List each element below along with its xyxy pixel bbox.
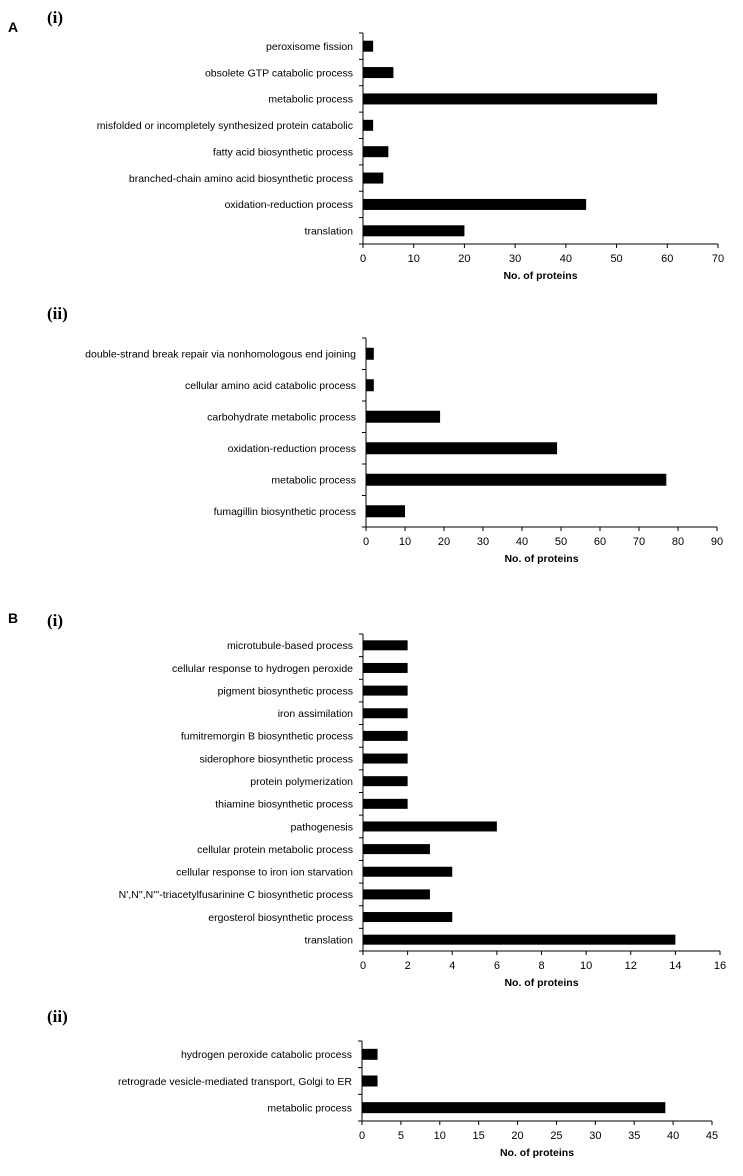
x-tick-label: 50: [554, 536, 568, 548]
x-tick-label: 30: [589, 1130, 602, 1142]
category-label: pathogenesis: [290, 821, 353, 834]
x-tick-label: 10: [580, 960, 593, 972]
bar: [363, 912, 452, 922]
x-tick-label: 40: [666, 1130, 680, 1142]
x-tick-label: 60: [593, 536, 607, 548]
category-label: fatty acid biosynthetic process: [212, 146, 353, 159]
chart-a-ii-sublabel: (ii): [47, 304, 68, 323]
bar: [363, 799, 408, 809]
category-label: oxidation-reduction process: [224, 199, 353, 212]
category-label: iron assimilation: [277, 708, 353, 721]
bar: [366, 442, 557, 454]
category-label: thiamine biosynthetic process: [215, 798, 353, 811]
bar: [363, 754, 408, 764]
x-tick-label: 60: [661, 253, 674, 265]
category-label: cellular response to iron ion starvation: [176, 866, 353, 879]
bar: [363, 640, 408, 650]
x-axis-title: No. of proteins: [499, 1147, 575, 1159]
category-label: microtubule-based process: [226, 640, 353, 653]
chart-b-i: [119, 634, 726, 989]
x-tick-label: 80: [671, 536, 685, 548]
bar: [366, 379, 374, 391]
x-tick-label: 70: [632, 536, 646, 548]
bar: [363, 731, 408, 741]
x-tick-label: 8: [538, 960, 545, 972]
x-tick-label: 4: [449, 960, 456, 972]
category-label: N',N'',N'''-triacetylfusarinine C biosynthetic process: [118, 889, 353, 902]
chart-b-i-sublabel: (i): [47, 611, 64, 630]
bar: [363, 93, 657, 104]
category-label: cellular protein metabolic process: [197, 843, 353, 856]
bar: [362, 1076, 378, 1087]
x-tick-label: 40: [559, 253, 572, 265]
category-label: fumitremorgin B biosynthetic process: [180, 730, 353, 743]
bar: [362, 1049, 378, 1060]
chart-a-i-sublabel: (i): [47, 8, 64, 27]
bar: [366, 505, 405, 517]
category-label: translation: [304, 225, 353, 238]
x-tick-label: 30: [476, 536, 490, 548]
x-tick-label: 0: [359, 960, 367, 972]
category-label: oxidation-reduction process: [227, 443, 356, 456]
x-tick-label: 30: [509, 253, 522, 265]
category-label: retrograde vesicle-mediated transport, Golgi to ER: [117, 1075, 352, 1088]
bar: [363, 935, 675, 945]
bar: [363, 708, 408, 718]
bar: [363, 225, 464, 236]
x-tick-label: 6: [493, 960, 500, 972]
x-tick-label: 5: [397, 1130, 404, 1142]
x-tick-label: 45: [705, 1130, 719, 1142]
panel-label-a: A: [8, 19, 19, 35]
chart-a-ii: [85, 338, 723, 565]
x-tick-label: 10: [433, 1130, 446, 1142]
category-label: branched-chain amino acid biosynthetic process: [128, 172, 353, 185]
category-label: misfolded or incompletely synthesized protein catabolic: [96, 120, 353, 133]
category-label: metabolic process: [267, 1102, 352, 1115]
bar: [363, 844, 430, 854]
category-label: fumagillin biosynthetic process: [213, 506, 356, 519]
x-axis-title: No. of proteins: [504, 553, 579, 565]
category-label: metabolic process: [268, 93, 353, 106]
x-tick-label: 0: [358, 1130, 366, 1142]
category-label: cellular response to hydrogen peroxide: [172, 662, 353, 675]
category-label: siderophore biosynthetic process: [199, 753, 353, 766]
category-label: ergosterol biosynthetic process: [208, 911, 353, 924]
bar: [363, 173, 383, 184]
chart-b-ii-sublabel: (ii): [47, 1007, 68, 1026]
x-tick-label: 10: [398, 536, 412, 548]
x-tick-label: 40: [515, 536, 529, 548]
x-tick-label: 50: [610, 253, 623, 265]
category-label: hydrogen peroxide catabolic process: [180, 1049, 352, 1062]
category-label: translation: [304, 934, 353, 947]
x-tick-label: 14: [669, 960, 682, 972]
x-tick-label: 2: [404, 960, 411, 972]
x-tick-label: 20: [511, 1130, 524, 1142]
bar: [363, 821, 497, 831]
bar: [362, 1102, 665, 1113]
bar: [363, 199, 586, 210]
bar: [366, 348, 374, 360]
category-label: peroxisome fission: [266, 40, 353, 53]
x-tick-label: 20: [437, 536, 451, 548]
chart-a-i: [97, 33, 724, 282]
x-tick-label: 35: [628, 1130, 641, 1142]
category-label: carbohydrate metabolic process: [207, 411, 356, 424]
bar: [363, 686, 408, 696]
bar: [363, 146, 388, 157]
x-axis-title: No. of proteins: [504, 977, 579, 989]
bar: [363, 120, 373, 131]
bar: [366, 411, 440, 423]
chart-b-ii: [118, 1041, 718, 1159]
bar: [363, 41, 373, 52]
x-tick-label: 15: [472, 1130, 485, 1142]
x-tick-label: 0: [359, 253, 367, 265]
x-tick-label: 0: [362, 536, 370, 548]
x-tick-label: 25: [550, 1130, 563, 1142]
x-tick-label: 90: [710, 536, 724, 548]
category-label: cellular amino acid catabolic process: [185, 380, 356, 393]
x-axis-title: No. of proteins: [503, 270, 578, 282]
x-tick-label: 16: [713, 960, 727, 972]
category-label: double-strand break repair via nonhomologous end joining: [85, 348, 356, 361]
category-label: pigment biosynthetic process: [217, 685, 353, 698]
category-label: obsolete GTP catabolic process: [204, 67, 353, 80]
x-tick-label: 10: [407, 253, 420, 265]
x-tick-label: 20: [458, 253, 471, 265]
bar: [363, 67, 393, 78]
bar: [363, 776, 408, 786]
bar: [363, 889, 430, 899]
bar: [366, 474, 666, 486]
bar: [363, 663, 408, 673]
x-tick-label: 70: [711, 253, 725, 265]
panel-label-b: B: [8, 610, 19, 626]
category-label: metabolic process: [271, 474, 356, 487]
x-tick-label: 12: [624, 960, 637, 972]
category-label: protein polymerization: [250, 775, 353, 788]
bar: [363, 867, 452, 877]
